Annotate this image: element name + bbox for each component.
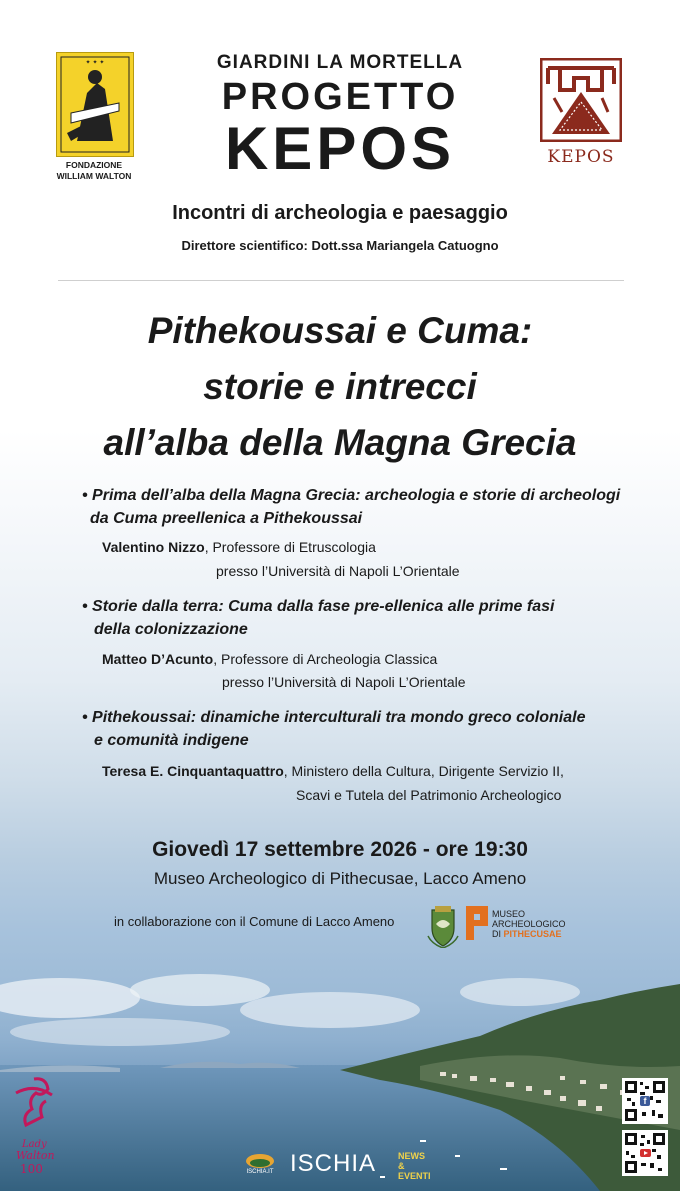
talk-3-speaker-affiliation: Scavi e Tutela del Patrimonio Archeologico: [296, 787, 562, 803]
talk-1-title-line2: da Cuma preellenica a Pithekoussai: [90, 510, 363, 527]
kepos-logo: [540, 58, 622, 142]
series-subtitle: Incontri di archeologia e paesaggio: [172, 202, 508, 224]
svg-text:✦ ✦ ✦: ✦ ✦ ✦: [85, 59, 105, 66]
ischia-news: NEWS: [398, 1151, 425, 1161]
talk-3-speaker-role: , Ministero della Cultura, Dirigente Servizio II,: [283, 763, 564, 779]
talk-1-speaker-affiliation: presso l’Università di Napoli L’Orientale: [216, 563, 460, 579]
youtube-qr-code[interactable]: [622, 1130, 668, 1176]
ischia-eventi: EVENTI: [398, 1171, 431, 1181]
kicker: GIARDINI LA MORTELLA: [216, 52, 464, 73]
title-line-1: Pithekoussai e Cuma:: [147, 310, 533, 351]
svg-text:DI PITHECUSAE: [492, 929, 562, 939]
museo-line1: MUSEO: [492, 909, 526, 919]
facebook-qr-code[interactable]: [622, 1078, 668, 1124]
project-label: PROGETTO: [221, 76, 459, 118]
ischia-news-eventi-logo: ISCHIA: [290, 1150, 377, 1177]
event-venue: Museo Archeologico di Pithecusae, Lacco Ameno: [153, 869, 527, 888]
lady-walton-line1: Lady: [22, 1139, 47, 1150]
museo-line2: ARCHEOLOGICO: [492, 919, 566, 929]
museo-line3-a: DI: [492, 929, 504, 939]
talk-1-speaker-role: , Professore di Etruscologia: [204, 539, 376, 555]
museo-line3-b: PITHECUSAE: [503, 929, 562, 939]
scientific-director: Direttore scientifico: Dott.ssa Mariangela Catuogno: [181, 238, 499, 253]
lady-walton-100-logo: [12, 1075, 72, 1185]
svg-text:f: f: [643, 1096, 647, 1106]
walton-caption-line2: WILLIAM WALTON: [56, 171, 132, 181]
museo-archeologico-logo: [466, 906, 586, 944]
talk-1-title: [82, 484, 620, 530]
talk-3-title: [82, 706, 585, 752]
ischia-it-logo: [240, 1152, 280, 1174]
divider: [58, 280, 624, 281]
talk-1-speaker-name: Valentino Nizzo: [102, 539, 205, 555]
talk-1-title-line1: • Prima dell’alba della Magna Grecia: archeologia e storie di archeologi: [82, 487, 621, 504]
talk-3-title-line1: • Pithekoussai: dinamiche interculturali tra mondo greco coloniale: [82, 709, 586, 726]
talk-2-speaker-name: Matteo D’Acunto: [102, 651, 214, 667]
event-date: Giovedì 17 settembre 2026 - ore 19:30: [152, 838, 528, 861]
talk-2-speaker-affiliation: presso l’Università di Napoli L’Orientale: [222, 674, 466, 690]
ischia-it-text: ISCHIA.IT: [246, 1169, 274, 1174]
title-line-2: storie e intrecci: [203, 366, 477, 407]
lady-walton-line3: 100: [20, 1162, 43, 1176]
ischia-news-eventi-subtext: [398, 1151, 431, 1181]
ischia-amp: &: [398, 1161, 405, 1171]
event-title: [0, 303, 680, 471]
kepos-logo-text: KEPOS: [547, 147, 615, 167]
talk-3-speaker-name: Teresa E. Cinquantaquattro: [102, 763, 284, 779]
talk-2-title: [82, 595, 554, 641]
talk-3-speaker: [102, 760, 564, 782]
title-line-3: all’alba della Magna Grecia: [103, 422, 577, 463]
talk-2-speaker-role: , Professore di Archeologia Classica: [213, 651, 438, 667]
talk-3-title-line2: e comunità indigene: [94, 732, 249, 749]
talk-2-speaker: [102, 648, 437, 670]
collaboration-note: in collaborazione con il Comune di Lacco Ameno: [114, 914, 395, 929]
talk-2-title-line1: • Storie dalla terra: Cuma dalla fase pre-ellenica alle prime fasi: [82, 598, 555, 615]
lady-walton-line2: Walton: [16, 1149, 55, 1162]
talk-1-speaker: [102, 536, 376, 558]
project-name: KEPOS: [224, 115, 456, 182]
talk-2-title-line2: della colonizzazione: [94, 621, 248, 638]
walton-caption-line1: FONDAZIONE: [65, 160, 123, 170]
